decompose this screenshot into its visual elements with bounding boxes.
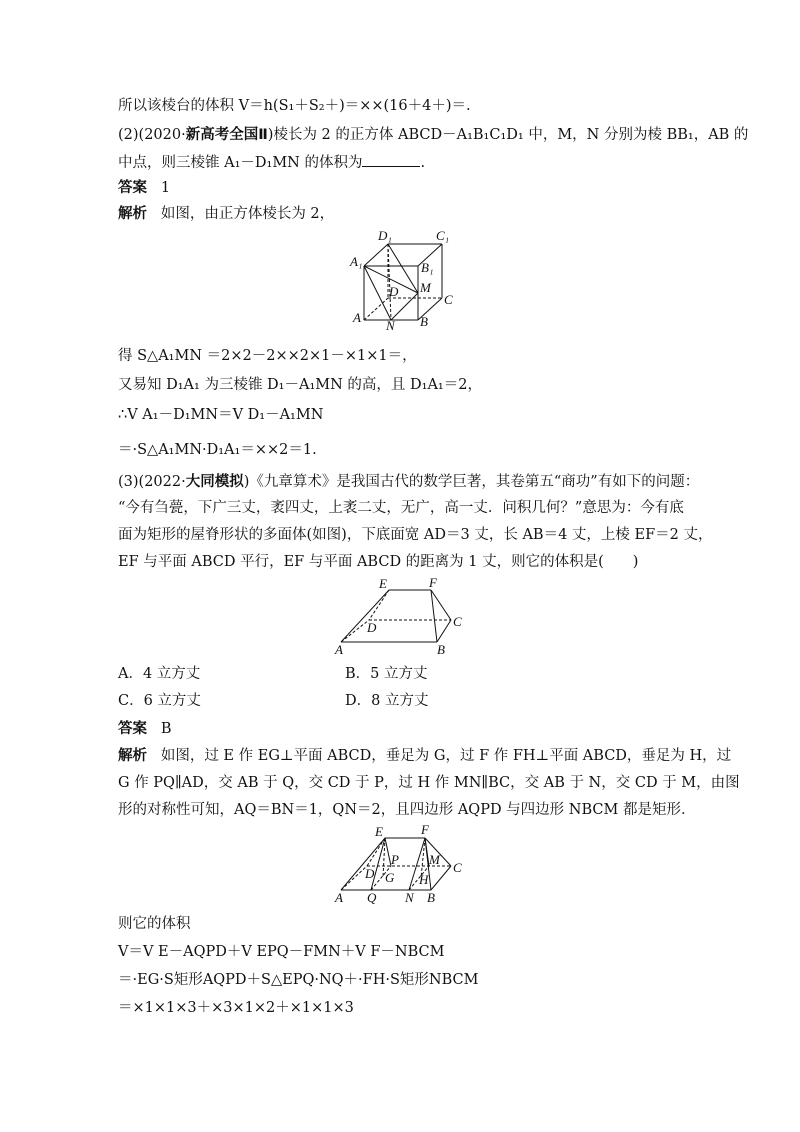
problem-3-line-4: EF 与平面 ABCD 平行，EF 与平面 ABCD 的距离为 1 丈，则它的体积是( ) bbox=[118, 554, 639, 570]
solution-label: 解析 bbox=[118, 206, 147, 222]
answer-value: B bbox=[160, 721, 172, 737]
label-N: N bbox=[386, 318, 395, 332]
cube-diagram bbox=[348, 226, 468, 332]
roof-decomposition-diagram bbox=[333, 822, 473, 906]
label-G: G bbox=[385, 870, 395, 885]
label-C: C bbox=[453, 614, 462, 629]
roof-decomposition-figure bbox=[333, 822, 473, 906]
volume-intro-line: 则它的体积 bbox=[118, 916, 191, 932]
height-line: 又易知 D₁A₁ 为三棱锥 D₁－A₁MN 的高，且 D₁A₁＝2， bbox=[118, 377, 482, 393]
problem-2-source-prefix: (2)(2020· bbox=[118, 127, 186, 143]
option-c[interactable]: C．6 立方丈 bbox=[118, 693, 201, 709]
solution-text: 如图，过 E 作 EG⊥平面 ABCD，垂足为 G，过 F 作 FH⊥平面 ABCD，垂足为 H，过 bbox=[160, 748, 732, 764]
label-A1: A₁ bbox=[350, 254, 363, 269]
answer-value: 1 bbox=[160, 180, 171, 196]
volume-result-line: ＝·S△A₁MN·D₁A₁＝××2＝1. bbox=[118, 442, 317, 458]
label-C1: C₁ bbox=[436, 228, 450, 243]
roof-figure bbox=[333, 576, 473, 656]
volume-equality-line: ∴V A₁－D₁MN＝V D₁－A₁MN bbox=[118, 407, 324, 423]
problem-3-statement: )《九章算术》是我国古代的数学巨著，其卷第五“商功”有如下的问题： bbox=[243, 474, 700, 490]
volume-formula-line: 所以该棱台的体积 V＝h(S₁＋S₂＋)＝××(16＋4＋)＝. bbox=[118, 98, 471, 114]
option-d[interactable]: D．8 立方丈 bbox=[345, 693, 429, 709]
label-B: B bbox=[427, 890, 435, 905]
problem-3-line-1 bbox=[118, 472, 699, 492]
label-N: N bbox=[405, 890, 414, 905]
problem-3-line-2: “今有刍甍，下广三丈，袤四丈，上袤二丈，无广，高一丈．问积几何？”意思为：今有底 bbox=[118, 500, 684, 516]
cube-figure bbox=[348, 226, 468, 332]
problem-2-statement: )棱长为 2 的正方体 ABCD－A₁B₁C₁D₁ 中，M，N 分别为棱 BB₁，AB 的 bbox=[267, 127, 749, 143]
label-D: D bbox=[367, 620, 377, 635]
label-B: B bbox=[420, 314, 428, 329]
problem-2-period: . bbox=[420, 155, 426, 171]
label-D: D bbox=[365, 866, 375, 881]
problem-2-line-1 bbox=[118, 125, 748, 145]
solution-text: 如图，由正方体棱长为 2， bbox=[160, 206, 335, 222]
label-F: F bbox=[421, 822, 429, 837]
label-A: A bbox=[353, 310, 361, 325]
label-P: P bbox=[391, 852, 399, 867]
option-a[interactable]: A．4 立方丈 bbox=[118, 666, 201, 682]
label-Q: Q bbox=[367, 890, 377, 905]
label-C: C bbox=[453, 860, 462, 875]
option-b[interactable]: B．5 立方丈 bbox=[345, 666, 428, 682]
label-M: M bbox=[429, 852, 440, 867]
solution-2-line-1 bbox=[118, 746, 731, 766]
problem-3-source-tag: 大同模拟 bbox=[185, 474, 244, 490]
volume-sum-line: V＝V E－AQPD＋V EPQ－FMN＋V F－NBCM bbox=[118, 944, 445, 960]
label-M: M bbox=[420, 280, 431, 295]
answer-label: 答案 bbox=[118, 721, 147, 737]
label-A: A bbox=[335, 890, 343, 905]
answer-2-line bbox=[118, 719, 171, 739]
solution-label: 解析 bbox=[118, 748, 147, 764]
label-E: E bbox=[379, 576, 387, 591]
volume-numeric-line: ＝×1×1×3＋×3×1×2＋×1×1×3 bbox=[118, 1000, 354, 1016]
problem-2-line-2 bbox=[118, 152, 425, 173]
label-D1: D₁ bbox=[378, 228, 392, 243]
label-C: C bbox=[444, 292, 453, 307]
solution-2-line-2: G 作 PQ∥AD，交 AB 于 Q，交 CD 于 P，过 H 作 MN∥BC，交 AB 于 N，交 CD 于 M，由图 bbox=[118, 775, 740, 791]
answer-label: 答案 bbox=[118, 180, 147, 196]
answer-1-line bbox=[118, 178, 170, 198]
area-line: 得 S△A₁MN ＝2×2－2××2×1－×1×1＝， bbox=[118, 348, 417, 364]
label-E: E bbox=[375, 824, 383, 839]
volume-expansion-line: ＝·EG·S矩形AQPD＋S△EPQ·NQ＋·FH·S矩形NBCM bbox=[118, 972, 479, 988]
solution-2-line-3: 形的对称性可知，AQ＝BN＝1，QN＝2，且四边形 AQPD 与四边形 NBCM 都是矩形． bbox=[118, 802, 696, 818]
label-F: F bbox=[429, 576, 437, 590]
problem-2-question: 中点，则三棱锥 A₁－D₁MN 的体积为 bbox=[118, 155, 363, 171]
roof-diagram bbox=[333, 576, 473, 656]
label-D: D bbox=[389, 284, 399, 299]
label-B: B bbox=[437, 642, 445, 656]
answer-blank bbox=[362, 152, 420, 167]
label-A: A bbox=[335, 642, 343, 656]
solution-1-line bbox=[118, 204, 334, 224]
label-B1: B₁ bbox=[421, 260, 434, 275]
label-H: H bbox=[419, 872, 429, 887]
problem-3-line-3: 面为矩形的屋脊形状的多面体(如图)，下底面宽 AD＝3 丈，长 AB＝4 丈，上棱 EF＝2 丈， bbox=[118, 527, 713, 543]
problem-3-source-prefix: (3)(2022· bbox=[118, 474, 186, 490]
problem-2-source-tag: 新高考全国Ⅱ bbox=[185, 127, 268, 143]
